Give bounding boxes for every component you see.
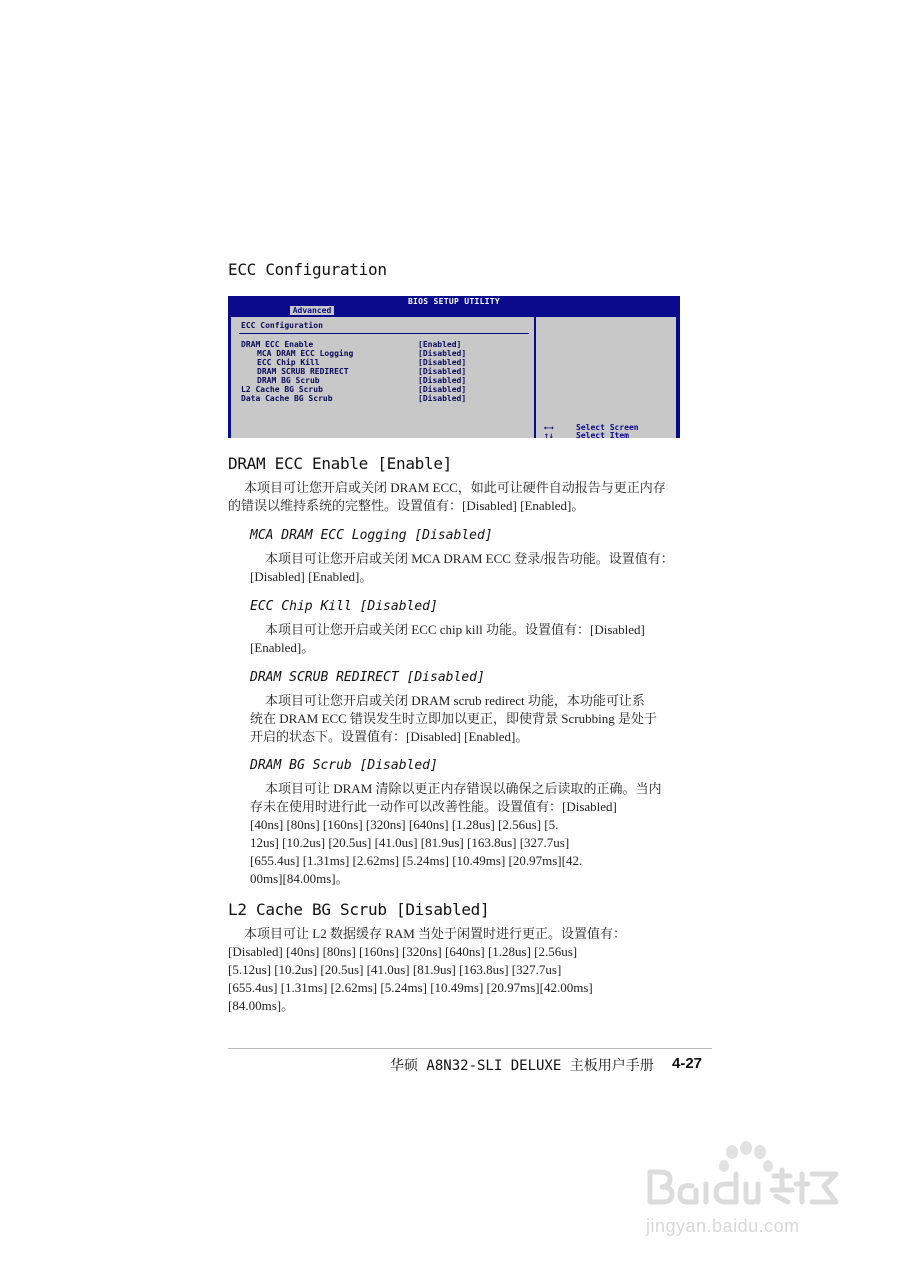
footer-divider: [228, 1048, 712, 1049]
subsection-heading: ECC Chip Kill [Disabled]: [250, 599, 438, 614]
body-line: [5.12us] [10.2us] [20.5us] [41.0us] [81.9us] [163.8us] [327.7us]: [228, 962, 562, 977]
arrow-up-down-icon: ↑↓: [544, 431, 554, 438]
body-line: 本项目可让您开启或关闭 MCA DRAM ECC 登录/报告功能。设置值有：: [265, 551, 674, 566]
subsection-heading: DRAM BG Scrub [Disabled]: [250, 758, 438, 773]
bios-row-label: DRAM SCRUB REDIRECT: [257, 367, 349, 376]
bios-row-label: Data Cache BG Scrub: [241, 394, 333, 403]
bios-row-value: [Disabled]: [418, 367, 467, 376]
body-line: 存未在使用时进行此一动作可以改善性能。设置值有：[Disabled]: [250, 799, 617, 814]
subsection-body: [250, 621, 680, 657]
body-line: 的错误以维持系统的完整性。设置值有：[Disabled] [Enabled]。: [228, 498, 585, 513]
arrow-left-right-icon: ←→: [544, 423, 554, 432]
bios-row-value: [Enabled]: [418, 340, 462, 349]
body-line: [Enabled]。: [250, 640, 315, 655]
bios-screenshot: [228, 296, 680, 438]
section-heading: L2 Cache BG Scrub [Disabled]: [228, 900, 490, 919]
baidu-watermark: [640, 1140, 870, 1250]
body-line: 统在 DRAM ECC 错误发生时立即加以更正，即使背景 Scrubbing 是处于: [250, 711, 657, 726]
bios-row-value: [Disabled]: [418, 376, 467, 385]
bios-help-text: Select Screen: [576, 423, 639, 432]
body-line: [84.00ms]。: [228, 998, 295, 1013]
body-line: [655.4us] [1.31ms] [2.62ms] [5.24ms] [10.49ms] [20.97ms][42.: [250, 853, 583, 868]
body-line: 00ms][84.00ms]。: [250, 871, 349, 886]
bios-row-value: [Disabled]: [418, 358, 467, 367]
bios-row-label: ECC Chip Kill: [257, 358, 320, 367]
footer-title: 华硕 A8N32-SLI DELUXE 主板用户手册: [390, 1058, 654, 1074]
bios-tab-advanced: Advanced: [290, 306, 334, 315]
bios-row-value: [Disabled]: [418, 394, 467, 403]
body-line: 本项目可让您开启或关闭 DRAM scrub redirect 功能，本功能可让系: [265, 693, 645, 708]
subsection-body: [250, 692, 680, 746]
bios-row-value: [Disabled]: [418, 349, 467, 358]
page-number: 4-27: [672, 1055, 703, 1072]
body-line: 本项目可让 L2 数据缓存 RAM 当处于闲置时进行更正。设置值有：: [244, 926, 627, 941]
body-line: [Disabled] [40ns] [80ns] [160ns] [320ns] [640ns] [1.28us] [2.56us]: [228, 944, 578, 959]
subsection-heading: MCA DRAM ECC Logging [Disabled]: [250, 528, 493, 543]
bios-settings-panel: [231, 317, 536, 438]
body-line: 12us] [10.2us] [20.5us] [41.0us] [81.9us] [163.8us] [327.7us]: [250, 835, 570, 850]
bios-row-value: [Disabled]: [418, 385, 467, 394]
section-body: [228, 479, 682, 515]
body-line: 开启的状态下。设置值有：[Disabled] [Enabled]。: [250, 729, 529, 744]
bios-row-label: DRAM BG Scrub: [257, 376, 320, 385]
watermark-text: jingyan.baidu.com: [646, 1216, 800, 1236]
body-line: [40ns] [80ns] [160ns] [320ns] [640ns] [1.28us] [2.56us] [5.: [250, 817, 559, 832]
bios-title: BIOS SETUP UTILITY: [407, 297, 501, 306]
section-body: [228, 925, 680, 1015]
subsection-body: [250, 550, 680, 586]
body-line: 本项目可让 DRAM 清除以更正内存错误以确保之后读取的正确。当内: [265, 781, 662, 796]
bios-divider: [239, 333, 529, 334]
body-line: [655.4us] [1.31ms] [2.62ms] [5.24ms] [10.49ms] [20.97ms][42.00ms]: [228, 980, 593, 995]
body-line: [Disabled] [Enabled]。: [250, 569, 373, 584]
page-title: ECC Configuration: [228, 260, 387, 279]
bios-help-panel: [536, 317, 676, 438]
bios-help-text: Select Item: [576, 431, 629, 438]
body-line: 本项目可让您开启或关闭 DRAM ECC，如此可让硬件自动报告与更正内存: [244, 480, 666, 495]
bios-row-label: L2 Cache BG Scrub: [241, 385, 323, 394]
bios-row-label: MCA DRAM ECC Logging: [257, 349, 354, 358]
baidu-paw-logo-icon: [640, 1140, 870, 1220]
bios-row-label: DRAM ECC Enable: [241, 340, 314, 349]
section-heading: DRAM ECC Enable [Enable]: [228, 454, 452, 473]
subsection-body: [250, 780, 680, 888]
bios-section-title: ECC Configuration: [241, 321, 323, 330]
body-line: 本项目可让您开启或关闭 ECC chip kill 功能。设置值有：[Disabled]: [265, 622, 645, 637]
subsection-heading: DRAM SCRUB REDIRECT [Disabled]: [250, 670, 485, 685]
